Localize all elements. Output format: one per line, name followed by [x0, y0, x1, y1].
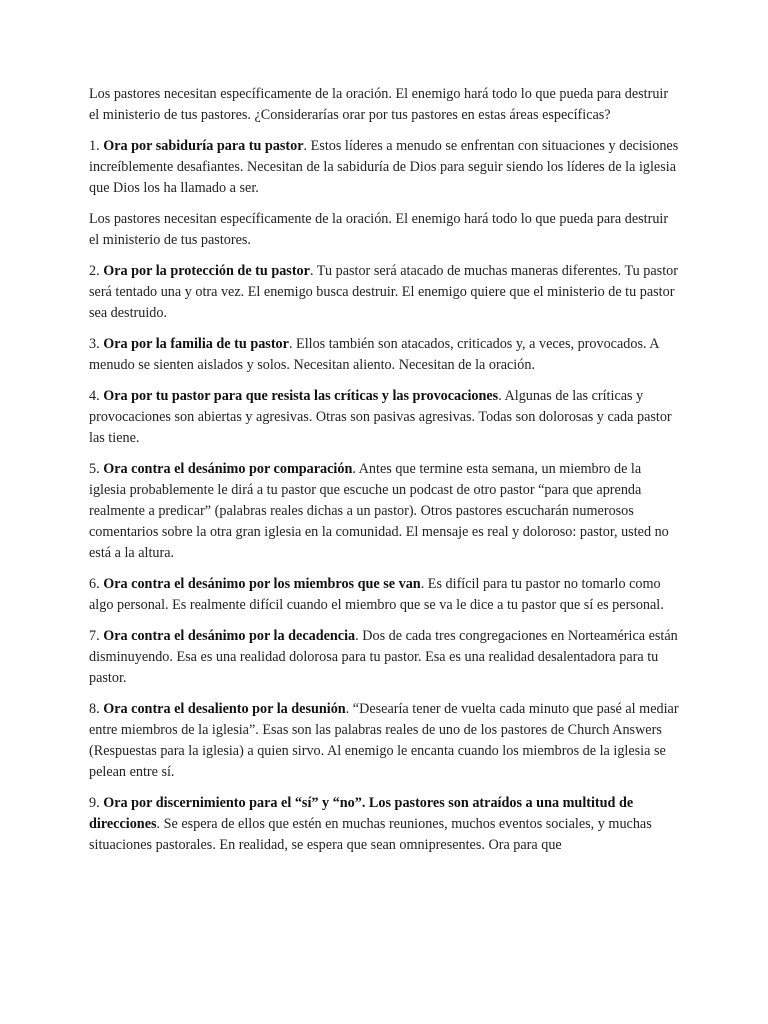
point-number: 7. [89, 628, 104, 644]
point-text: . Antes que termine esta semana, un miembro de la iglesia probablemente le dirá a tu pastor que escuche un podcast de otro pastor “para que aprenda realmente a predicar” (palabras reales dichas a un pastor). Otros pastores escucharán numerosos comentarios sobre la otra gran iglesia en la comunidad. El mensaje es real y doloroso: pastor, usted no está a la altura. [89, 461, 669, 561]
point-text: . “Desearía tener de vuelta cada minuto que pasé al mediar entre miembros de la iglesia”. Esas son las palabras reales de uno de los pastores de Church Answers (Respuestas para la iglesia) a quien sirvo. Al enemigo le encanta cuando los miembros de la iglesia se pelean entre sí. [89, 701, 679, 780]
point-heading: Ora contra el desánimo por la decadencia [103, 628, 356, 644]
point-number: 4. [89, 388, 104, 404]
prayer-point-2 [89, 261, 679, 324]
point-number: 5. [89, 461, 104, 477]
repeated-intro-paragraph [89, 209, 679, 251]
prayer-point-6 [89, 574, 679, 616]
prayer-point-7 [89, 626, 679, 689]
point-number: 2. [89, 263, 104, 279]
point-heading: Ora contra el desaliento por la desunión [103, 701, 346, 717]
point-number: 3. [89, 336, 104, 352]
point-heading: Ora por sabiduría para tu pastor [103, 138, 304, 154]
point-number: 6. [89, 576, 104, 592]
intro-paragraph [89, 84, 679, 126]
point-heading: Ora por la familia de tu pastor [103, 336, 289, 352]
prayer-point-9 [89, 793, 679, 856]
prayer-point-4 [89, 386, 679, 449]
prayer-point-3 [89, 334, 679, 376]
paragraph-text: Los pastores necesitan específicamente de la oración. El enemigo hará todo lo que pueda para destruir el ministerio de tus pastores. [89, 211, 669, 248]
prayer-point-5 [89, 459, 679, 564]
prayer-point-8 [89, 699, 679, 783]
point-number: 1. [89, 138, 104, 154]
point-heading: Ora por discernimiento para el “sí” y “no”. Los pastores son atraídos a una multitud de direcciones [89, 795, 634, 832]
document-page [89, 84, 679, 866]
point-text: . Dos de cada tres congregaciones en Norteamérica están disminuyendo. Esa es una realidad dolorosa para tu pastor. Esa es una realidad desalentadora para tu pastor. [89, 628, 678, 686]
point-text: . Es difícil para tu pastor no tomarlo como algo personal. Es realmente difícil cuando el miembro que se va le dice a tu pastor que sí es personal. [89, 576, 664, 613]
point-number: 9. [89, 795, 104, 811]
point-heading: Ora contra el desánimo por los miembros que se van [103, 576, 421, 592]
point-text: . Algunas de las críticas y provocaciones son abiertas y agresivas. Otras son pasivas agresivas. Todas son dolorosas y cada pastor las tiene. [89, 388, 672, 446]
point-text: . Se espera de ellos que estén en muchas reuniones, muchos eventos sociales, y muchas situaciones pastorales. En realidad, se espera que sean omnipresentes. Ora para que [89, 816, 652, 853]
point-text: . Ellos también son atacados, criticados y, a veces, provocados. A menudo se sienten aislados y solos. Necesitan aliento. Necesitan de la oración. [89, 336, 659, 373]
point-number: 8. [89, 701, 104, 717]
point-heading: Ora por la protección de tu pastor [103, 263, 310, 279]
point-text: . Tu pastor será atacado de muchas maneras diferentes. Tu pastor será tentado una y otra vez. El enemigo busca destruir. El enemigo quiere que el ministerio de tu pastor sea destruido. [89, 263, 678, 321]
paragraph-text: Los pastores necesitan específicamente de la oración. El enemigo hará todo lo que pueda para destruir el ministerio de tus pastores. ¿Considerarías orar por tus pastores en estas áreas específicas? [89, 86, 669, 123]
prayer-point-1 [89, 136, 679, 199]
point-text: . Estos líderes a menudo se enfrentan con situaciones y decisiones increíblemente desafiantes. Necesitan de la sabiduría de Dios para seguir siendo los líderes de la iglesia que Dios los ha llamado a ser. [89, 138, 679, 196]
point-heading: Ora por tu pastor para que resista las críticas y las provocaciones [103, 388, 499, 404]
point-heading: Ora contra el desánimo por comparación [103, 461, 353, 477]
